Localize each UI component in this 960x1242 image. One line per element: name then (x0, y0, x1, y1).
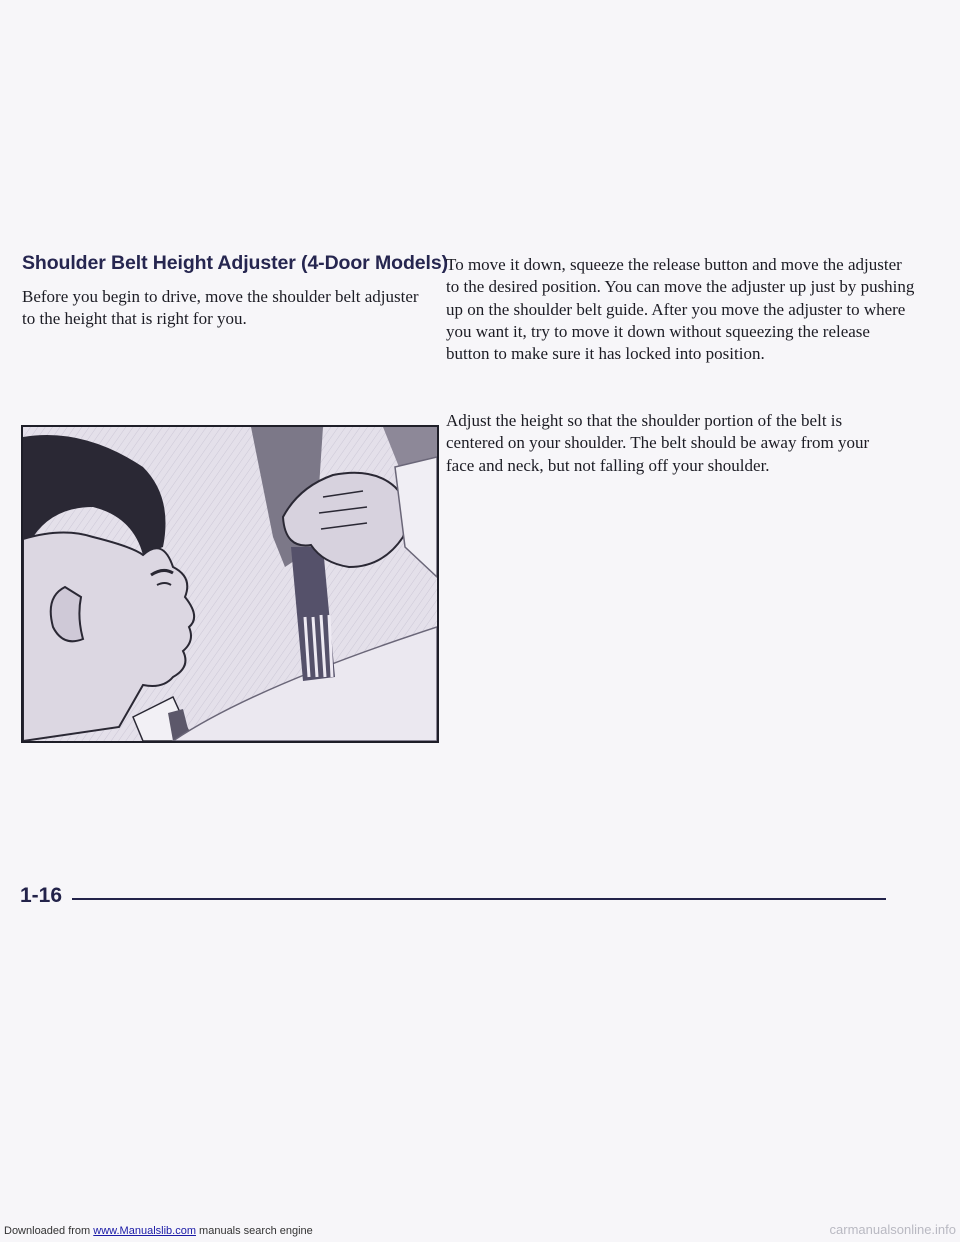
footer-suffix: manuals search engine (199, 1225, 313, 1237)
download-footer (4, 1225, 313, 1237)
page-rule (72, 898, 886, 900)
section-heading: Shoulder Belt Height Adjuster (4-Door Models) (22, 252, 448, 274)
adjust-instructions-paragraph: To move it down, squeeze the release button and move the adjuster to the desired position. You can move the adjuster up just by pushing up on the shoulder belt guide. After you move the adjuster to where you want it, try to move it down without squeezing the release button to make sure it has locked into position. (446, 255, 915, 364)
shoulder-belt-illustration (21, 425, 439, 743)
height-guidance-paragraph: Adjust the height so that the shoulder portion of the belt is centered on your shoulder. The belt should be away from your face and neck, but not falling off your shoulder. (446, 411, 870, 475)
watermark-text: carmanualsonline.info (829, 1222, 956, 1237)
page-number: 1-16 (20, 884, 63, 907)
manualslib-link[interactable]: www.Manualslib.com (93, 1225, 196, 1237)
intro-paragraph: Before you begin to drive, move the shoulder belt adjuster to the height that is right for you. (22, 287, 419, 329)
footer-prefix: Downloaded from (4, 1225, 91, 1237)
